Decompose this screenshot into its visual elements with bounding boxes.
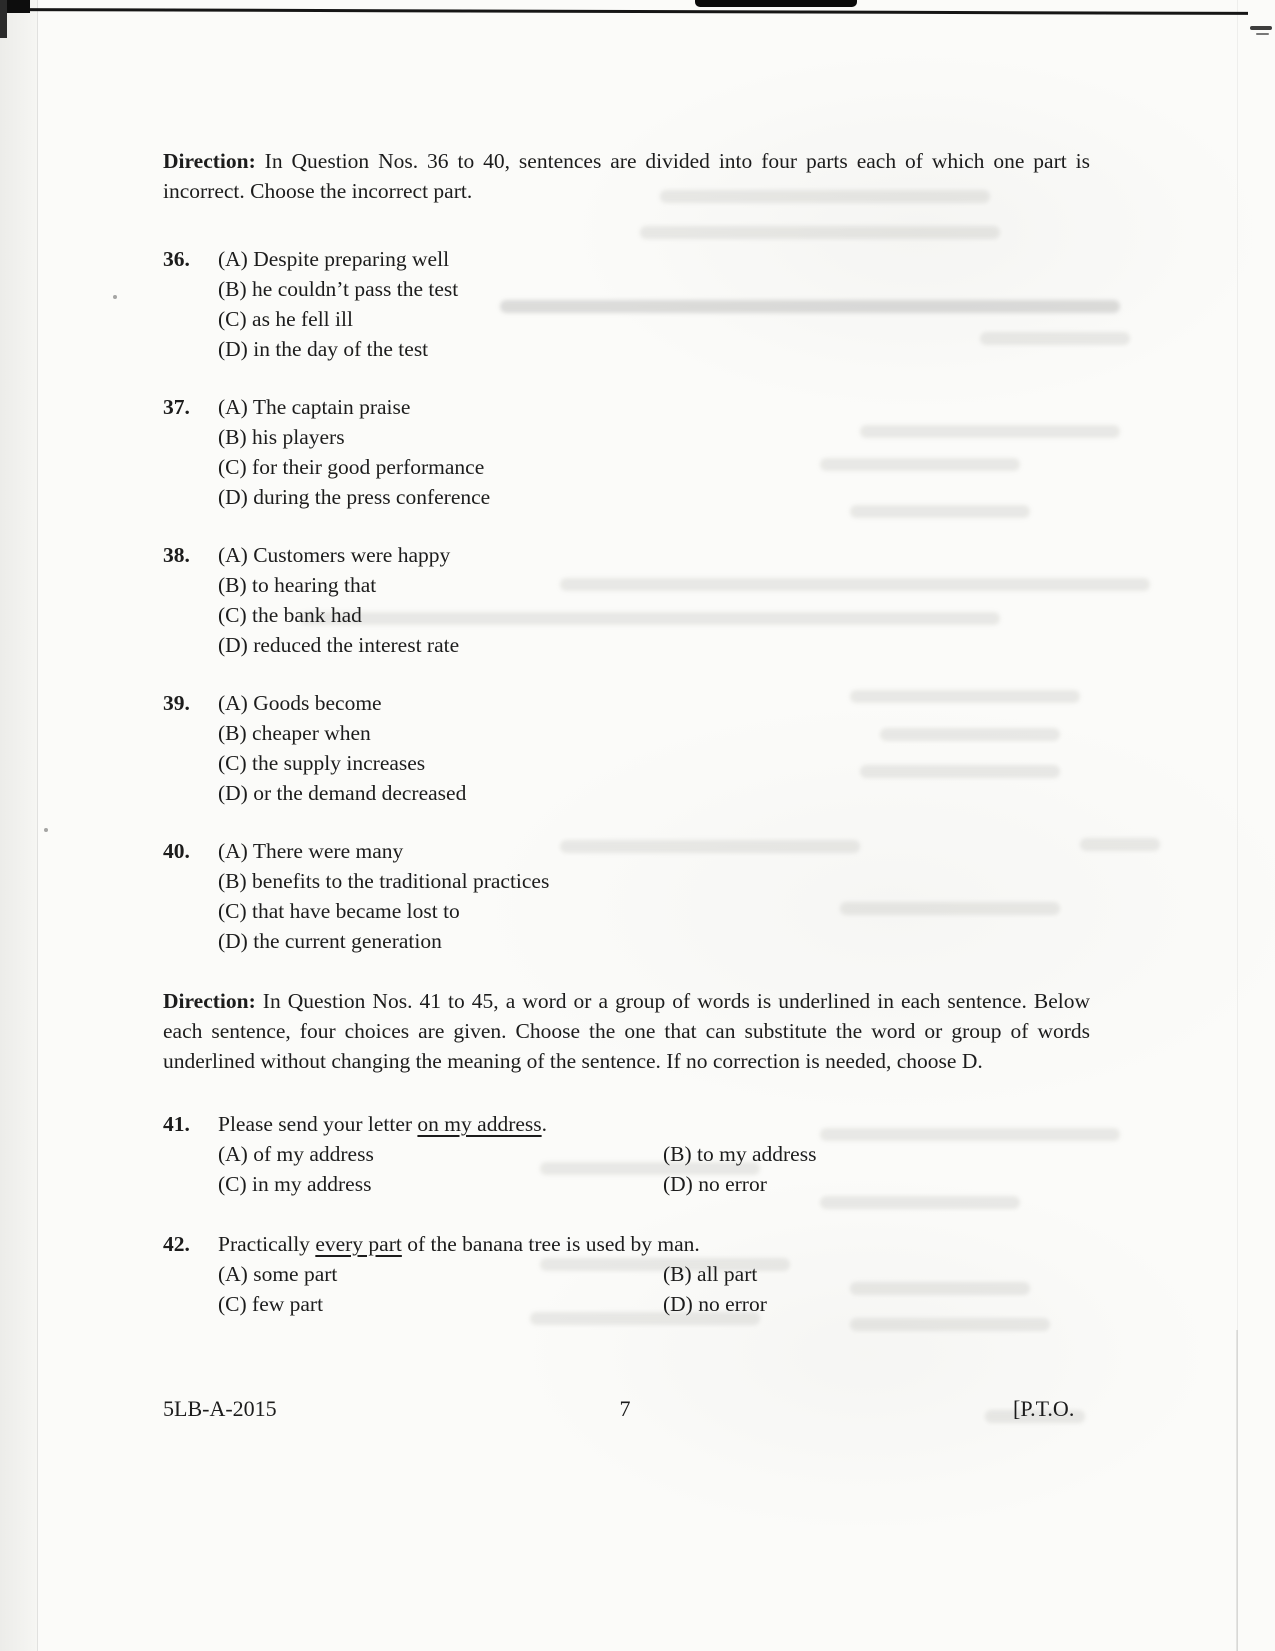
option-a: (A) of my address bbox=[218, 1142, 374, 1166]
option-b: (B) benefits to the traditional practices bbox=[218, 869, 550, 893]
option-c: (C) the supply increases bbox=[218, 751, 426, 775]
question-36 bbox=[163, 244, 1090, 364]
question-number: 39. bbox=[163, 691, 190, 715]
question-37 bbox=[163, 392, 1090, 512]
option-b: (B) cheaper when bbox=[218, 721, 371, 745]
pto-label: [P.T.O. bbox=[1013, 1396, 1075, 1421]
question-number: 41. bbox=[163, 1112, 190, 1136]
option-c: (C) that have became lost to bbox=[218, 899, 460, 923]
option-d: (D) no error bbox=[663, 1292, 767, 1316]
option-d: (D) or the demand decreased bbox=[218, 781, 467, 805]
direction-36-40 bbox=[163, 146, 1090, 206]
direction-text: In Question Nos. 36 to 40, sentences are divided into four parts each of which one part is incorrect. Choose the incorrect part. bbox=[163, 149, 1090, 203]
option-a: (A) The captain praise bbox=[218, 395, 411, 419]
question-stem bbox=[218, 1109, 547, 1139]
scan-top-rule-artifact bbox=[18, 8, 1248, 15]
option-b: (B) to hearing that bbox=[218, 573, 377, 597]
option-a: (A) some part bbox=[218, 1262, 338, 1286]
option-d: (D) reduced the interest rate bbox=[218, 633, 460, 657]
page-right-edge-shadow bbox=[1236, 1330, 1238, 1651]
question-42 bbox=[163, 1229, 1090, 1319]
scan-speck bbox=[44, 828, 48, 832]
option-c: (C) the bank had bbox=[218, 603, 362, 627]
scan-top-black-bar bbox=[695, 0, 857, 7]
option-c: (C) for their good performance bbox=[218, 455, 485, 479]
option-c: (C) few part bbox=[218, 1292, 324, 1316]
scan-right-dash-mark bbox=[1256, 33, 1269, 35]
scan-right-dash-mark bbox=[1250, 26, 1272, 30]
option-a: (A) Customers were happy bbox=[218, 543, 451, 567]
question-40 bbox=[163, 836, 1090, 956]
page-left-margin-shadow bbox=[0, 0, 37, 1651]
question-number: 40. bbox=[163, 839, 190, 863]
stem-text: Practically bbox=[218, 1232, 316, 1256]
stem-text: of the banana tree is used by man. bbox=[401, 1232, 700, 1256]
direction-label: Direction: bbox=[163, 149, 256, 173]
direction-41-45 bbox=[163, 986, 1090, 1076]
option-d: (D) in the day of the test bbox=[218, 337, 429, 361]
scan-seam-line bbox=[37, 0, 38, 1651]
option-a: (A) Despite preparing well bbox=[218, 247, 450, 271]
page-number: 7 bbox=[619, 1396, 631, 1421]
option-d: (D) no error bbox=[663, 1172, 767, 1196]
scan-left-edge-mark bbox=[0, 0, 7, 38]
question-38 bbox=[163, 540, 1090, 660]
option-d: (D) the current generation bbox=[218, 929, 442, 953]
option-c: (C) as he fell ill bbox=[218, 307, 353, 331]
question-number: 36. bbox=[163, 247, 190, 271]
direction-text: In Question Nos. 41 to 45, a word or a group of words is underlined in each sentence. Below each sentence, four choices are given. Choose the one that can substitute the word or group of words underlined without changing the meaning of the sentence. If no correction is needed, choose D. bbox=[163, 989, 1090, 1073]
question-number: 37. bbox=[163, 395, 190, 419]
option-b: (B) his players bbox=[218, 425, 345, 449]
stem-text: . bbox=[541, 1112, 547, 1136]
option-a: (A) There were many bbox=[218, 839, 404, 863]
question-number: 38. bbox=[163, 543, 190, 567]
option-d: (D) during the press conference bbox=[218, 485, 491, 509]
option-c: (C) in my address bbox=[218, 1172, 372, 1196]
underlined-phrase: on my address bbox=[417, 1112, 542, 1136]
option-a: (A) Goods become bbox=[218, 691, 382, 715]
stem-text: Please send your letter bbox=[218, 1112, 418, 1136]
booklet-code: 5LB-A-2015 bbox=[163, 1396, 277, 1421]
option-b: (B) to my address bbox=[663, 1142, 817, 1166]
question-number: 42. bbox=[163, 1232, 190, 1256]
question-39 bbox=[163, 688, 1090, 808]
option-b: (B) he couldn’t pass the test bbox=[218, 277, 459, 301]
underlined-phrase: every part bbox=[315, 1232, 402, 1256]
question-41 bbox=[163, 1109, 1090, 1199]
bleedthrough-artifact bbox=[850, 1318, 1050, 1331]
option-b: (B) all part bbox=[663, 1262, 758, 1286]
direction-label: Direction: bbox=[163, 989, 256, 1013]
page-content bbox=[163, 146, 1090, 1319]
bleedthrough-artifact bbox=[1080, 838, 1160, 851]
scan-speck bbox=[113, 295, 117, 299]
question-stem bbox=[218, 1229, 700, 1259]
